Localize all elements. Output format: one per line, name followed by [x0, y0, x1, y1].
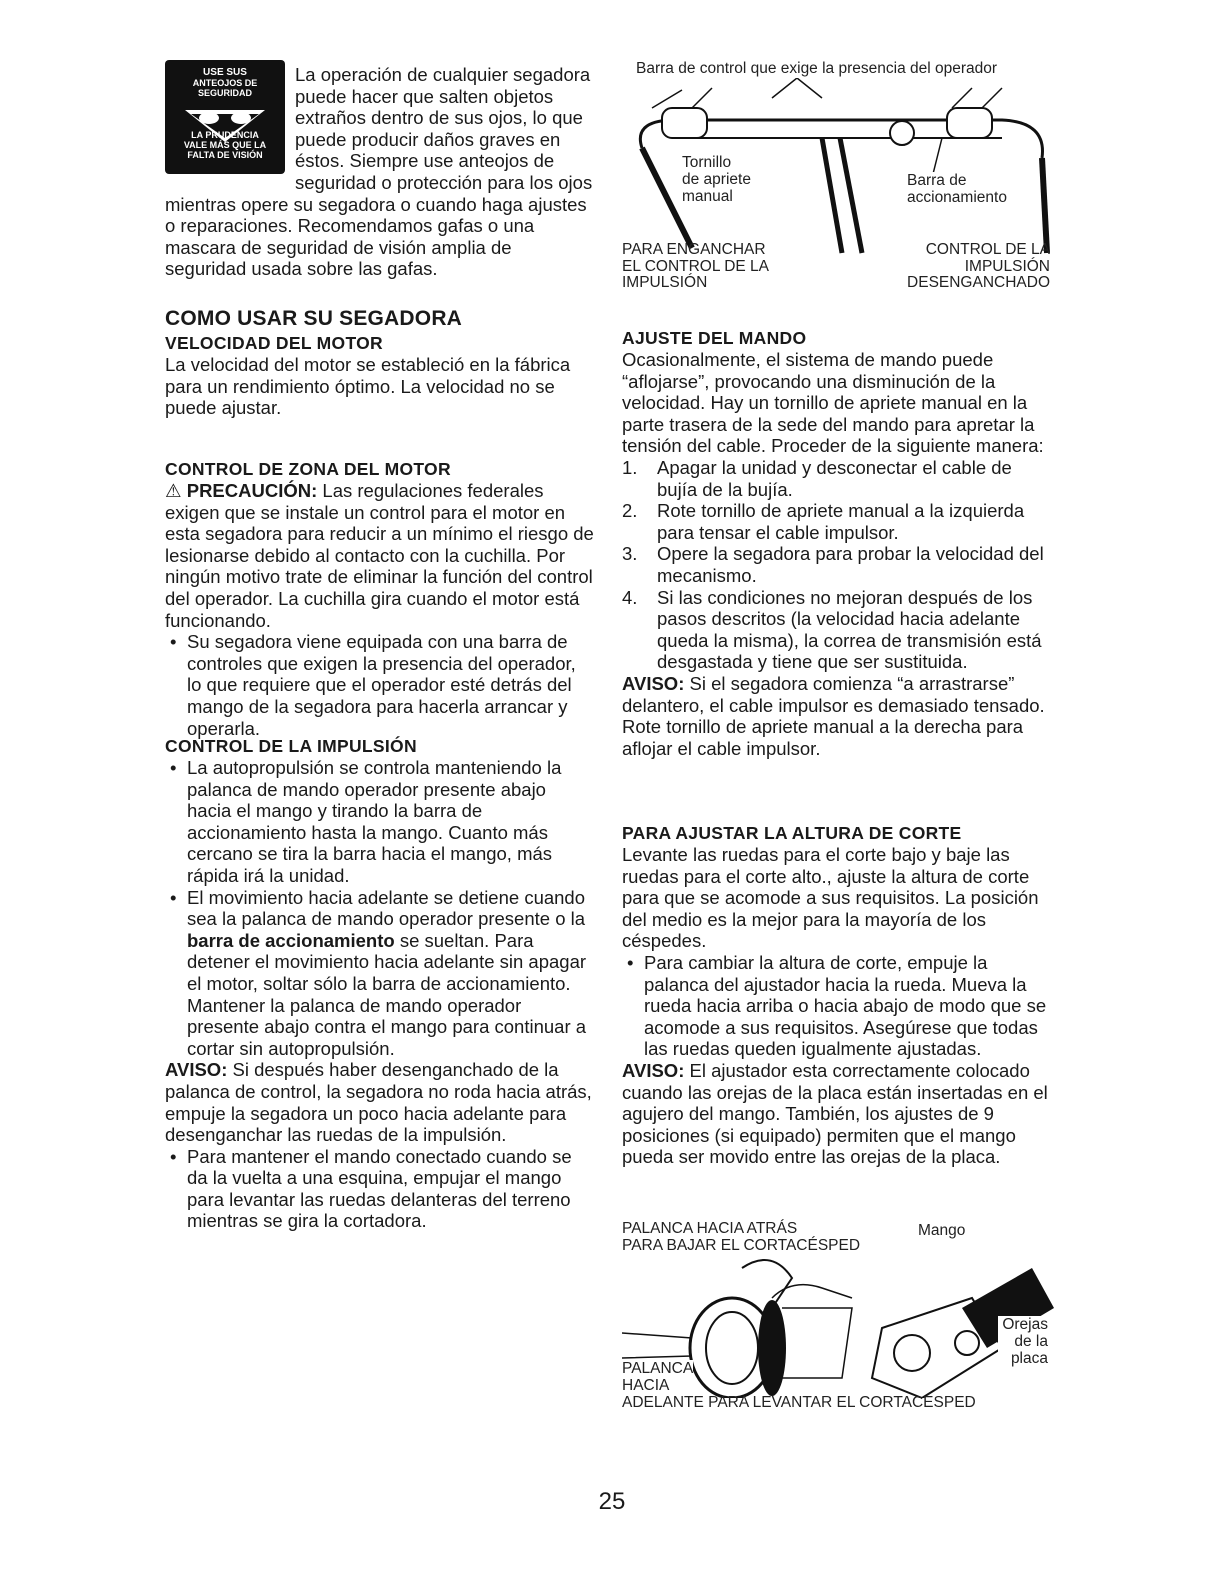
list-item: 1. Apagar la unidad y desconectar el cable de bujía de la bujía.: [622, 456, 1012, 500]
aviso-label: AVISO:: [622, 672, 685, 694]
control-impulsion-section: [165, 736, 595, 1232]
ajuste-mando-title: AJUSTE DEL MANDO: [622, 328, 807, 348]
ajuste-mando-section: [622, 328, 1054, 759]
velocidad-title: VELOCIDAD DEL MOTOR: [165, 333, 383, 353]
altura-section: [622, 823, 1054, 1168]
height-adjuster-figure: [622, 1220, 1054, 1445]
aviso-text: El ajustador esta correctamente colocado cuando las orejas de la placa están insertadas en el agujero del mango. También, los ajustes de 9 posiciones (si equipado) permiten que el mango pueda ser movido entre las orejas de la placa.: [622, 1059, 1048, 1168]
control-impulsion-title: CONTROL DE LA IMPULSIÓN: [165, 736, 417, 756]
safety-intro: [165, 60, 595, 280]
main-title: COMO USAR SU SEGADORA: [165, 307, 463, 330]
altura-text: Levante las ruedas para el corte bajo y baje las ruedas para el corte alto., ajuste la altura de corte para que se acomode a sus requisitos. La posición del medio es la mejor para la mayoría de los céspedes.: [622, 844, 1039, 952]
ajuste-mando-text: Ocasionalmente, el sistema de mando puede “aflojarse”, provocando una disminución de la velocidad. Hay un tornillo de apriete manual en la parte trasera de la sede del mando para apretar la tensión del cable. Proceder de la siguiente manera:: [622, 349, 1044, 457]
control-zona-list: [165, 631, 595, 739]
list-item: • La autopropulsión se controla manteniendo la palanca de mando operador presente abajo hacia el mango y tirando la barra de accionamiento hasta la mango. Cuanto más cercano se tira la barra hacia el mango, más rápida irá la unidad.: [165, 757, 595, 887]
control-zona-title: CONTROL DE ZONA DEL MOTOR: [165, 459, 451, 479]
list-item: 3. Opere la segadora para probar la velocidad del mecanismo.: [622, 543, 1044, 586]
aviso-paragraph: [165, 1059, 595, 1145]
caution-paragraph: [165, 480, 595, 631]
badge-top-text: USE SUS ANTEOJOS DE SEGURIDAD: [192, 67, 258, 98]
velocidad-text: La velocidad del motor se estableció en la fábrica para un rendimiento óptimo. La velocidad no se puede ajustar.: [165, 354, 571, 419]
aviso-paragraph: [622, 1060, 1054, 1168]
figure1-caption: Barra de control que exige la presencia del operador: [636, 60, 998, 77]
list-item: 4. Si las condiciones no mejoran después de los pasos descritos (la velocidad hacia adelante queda la misma), la correa de transmisión está desgastada y tiene que ser sustituida.: [622, 586, 1042, 673]
page-number: 25: [598, 1488, 626, 1515]
list-item: • Su segadora viene equipada con una barra de controles que exigen la presencia del operador, lo que requiere que el operador esté detrás del mango de la segadora para hacerla arrancar y operarla.: [165, 631, 595, 739]
list-item: • Para mantener el mando conectado cuando se da la vuelta a una esquina, empujar el mango para levantar las ruedas delanteras del terreno mientras se gira la cortadora.: [165, 1146, 595, 1232]
safety-goggles-badge: [165, 60, 285, 174]
palanca-adelante-caption: PALANCA HACIA ADELANTE PARA LEVANTAR EL CORTACÉSPED: [622, 1360, 976, 1411]
bullet2-text-b: se sueltan. Para detener el movimiento hacia adelante sin apagar el motor, soltar sólo la barra de accionamiento. Mantener la palanca de mando operador presente abajo contra el mango para continuar a cortar sin autopropulsión.: [187, 929, 587, 1059]
aviso-paragraph: [622, 673, 1054, 759]
altura-list: [622, 952, 1054, 1060]
tornillo-label: Tornillo de apriete manual: [682, 154, 802, 205]
palanca-atras-caption: PALANCA HACIA ATRÁS PARA BAJAR EL CORTACÉSPED: [622, 1220, 861, 1254]
desenganchado-caption: CONTROL DE LA IMPULSIÓN DESENGANCHADO: [907, 241, 1050, 291]
control-zona-section: [165, 459, 595, 739]
list-item: [165, 887, 595, 1060]
control-impulsion-list: [165, 757, 595, 1059]
velocidad-section: [165, 307, 595, 419]
aviso-text: Si el segadora comienza “a arrastrarse” delantero, el cable impulsor es demasiado tensado. Rote tornillo de apriete manual a la derecha para aflojar el cable impulsor.: [622, 672, 1045, 759]
aviso-label: AVISO:: [622, 1059, 685, 1081]
intro-paragraph: La operación de cualquier segadora puede hacer que salten objetos extraños dentro de sus ojos, lo que puede producir daños graves en éstos. Siempre use anteojos de seguridad o protección para los ojos mientras opere su segadora o cuando haga ajustes o reparaciones. Recomendamos gafas o una mascara de seguridad de visión amplia de seguridad usada sobre las gafas.: [165, 64, 593, 280]
mango-label: Mango: [918, 1222, 966, 1239]
aviso-text: Si después haber desenganchado de la palanca de control, la segadora no roda hacia atrás, empuje la segadora un poco hacia adelante para desenganchar las ruedas de la impulsión.: [165, 1059, 592, 1146]
bullet2-text-a: El movimiento hacia adelante se detiene cuando sea la palanca de mando operador presente o la: [187, 886, 586, 930]
badge-bottom-text: LA PRUDENCIA VALE MÁS QUE LA FALTA DE VISIÓN: [183, 130, 267, 160]
altura-title: PARA AJUSTAR LA ALTURA DE CORTE: [622, 823, 962, 843]
control-bar-figure: [622, 60, 1054, 300]
warning-triangle-icon: ⚠: [165, 480, 182, 501]
orejas-label: Orejas de la placa: [998, 1316, 1048, 1367]
list-item: • Para cambiar la altura de corte, empuje la palanca del ajustador hacia la rueda. Mueva la rueda hacia arriba o hacia abajo de modo que se acomode a sus requisitos. Asegúrese que todas las ruedas queden igualmente ajustadas.: [622, 952, 1054, 1060]
list-item: 2. Rote tornillo de apriete manual a la izquierda para tensar el cable impulsor.: [622, 500, 1025, 543]
enganchar-caption: PARA ENGANCHAR EL CONTROL DE LA IMPULSIÓN: [622, 241, 770, 291]
ajuste-mando-steps: [622, 457, 1054, 673]
barra-label: Barra de accionamiento: [907, 172, 1037, 206]
bullet2-bold: barra de accionamiento: [187, 929, 395, 951]
aviso-label: AVISO:: [165, 1059, 228, 1081]
caution-label: PRECAUCIÓN:: [186, 480, 318, 501]
control-impulsion-list-2: [165, 1146, 595, 1232]
caution-text: Las regulaciones federales exigen que se instale un control para el motor en esta segadora para reducir a un mínimo el riesgo de lesionarse debido al contacto con la cuchilla. Por ningún motivo trate de eliminar la función del control del operador. La cuchilla gira cuando el motor está funcionando.: [165, 480, 594, 631]
